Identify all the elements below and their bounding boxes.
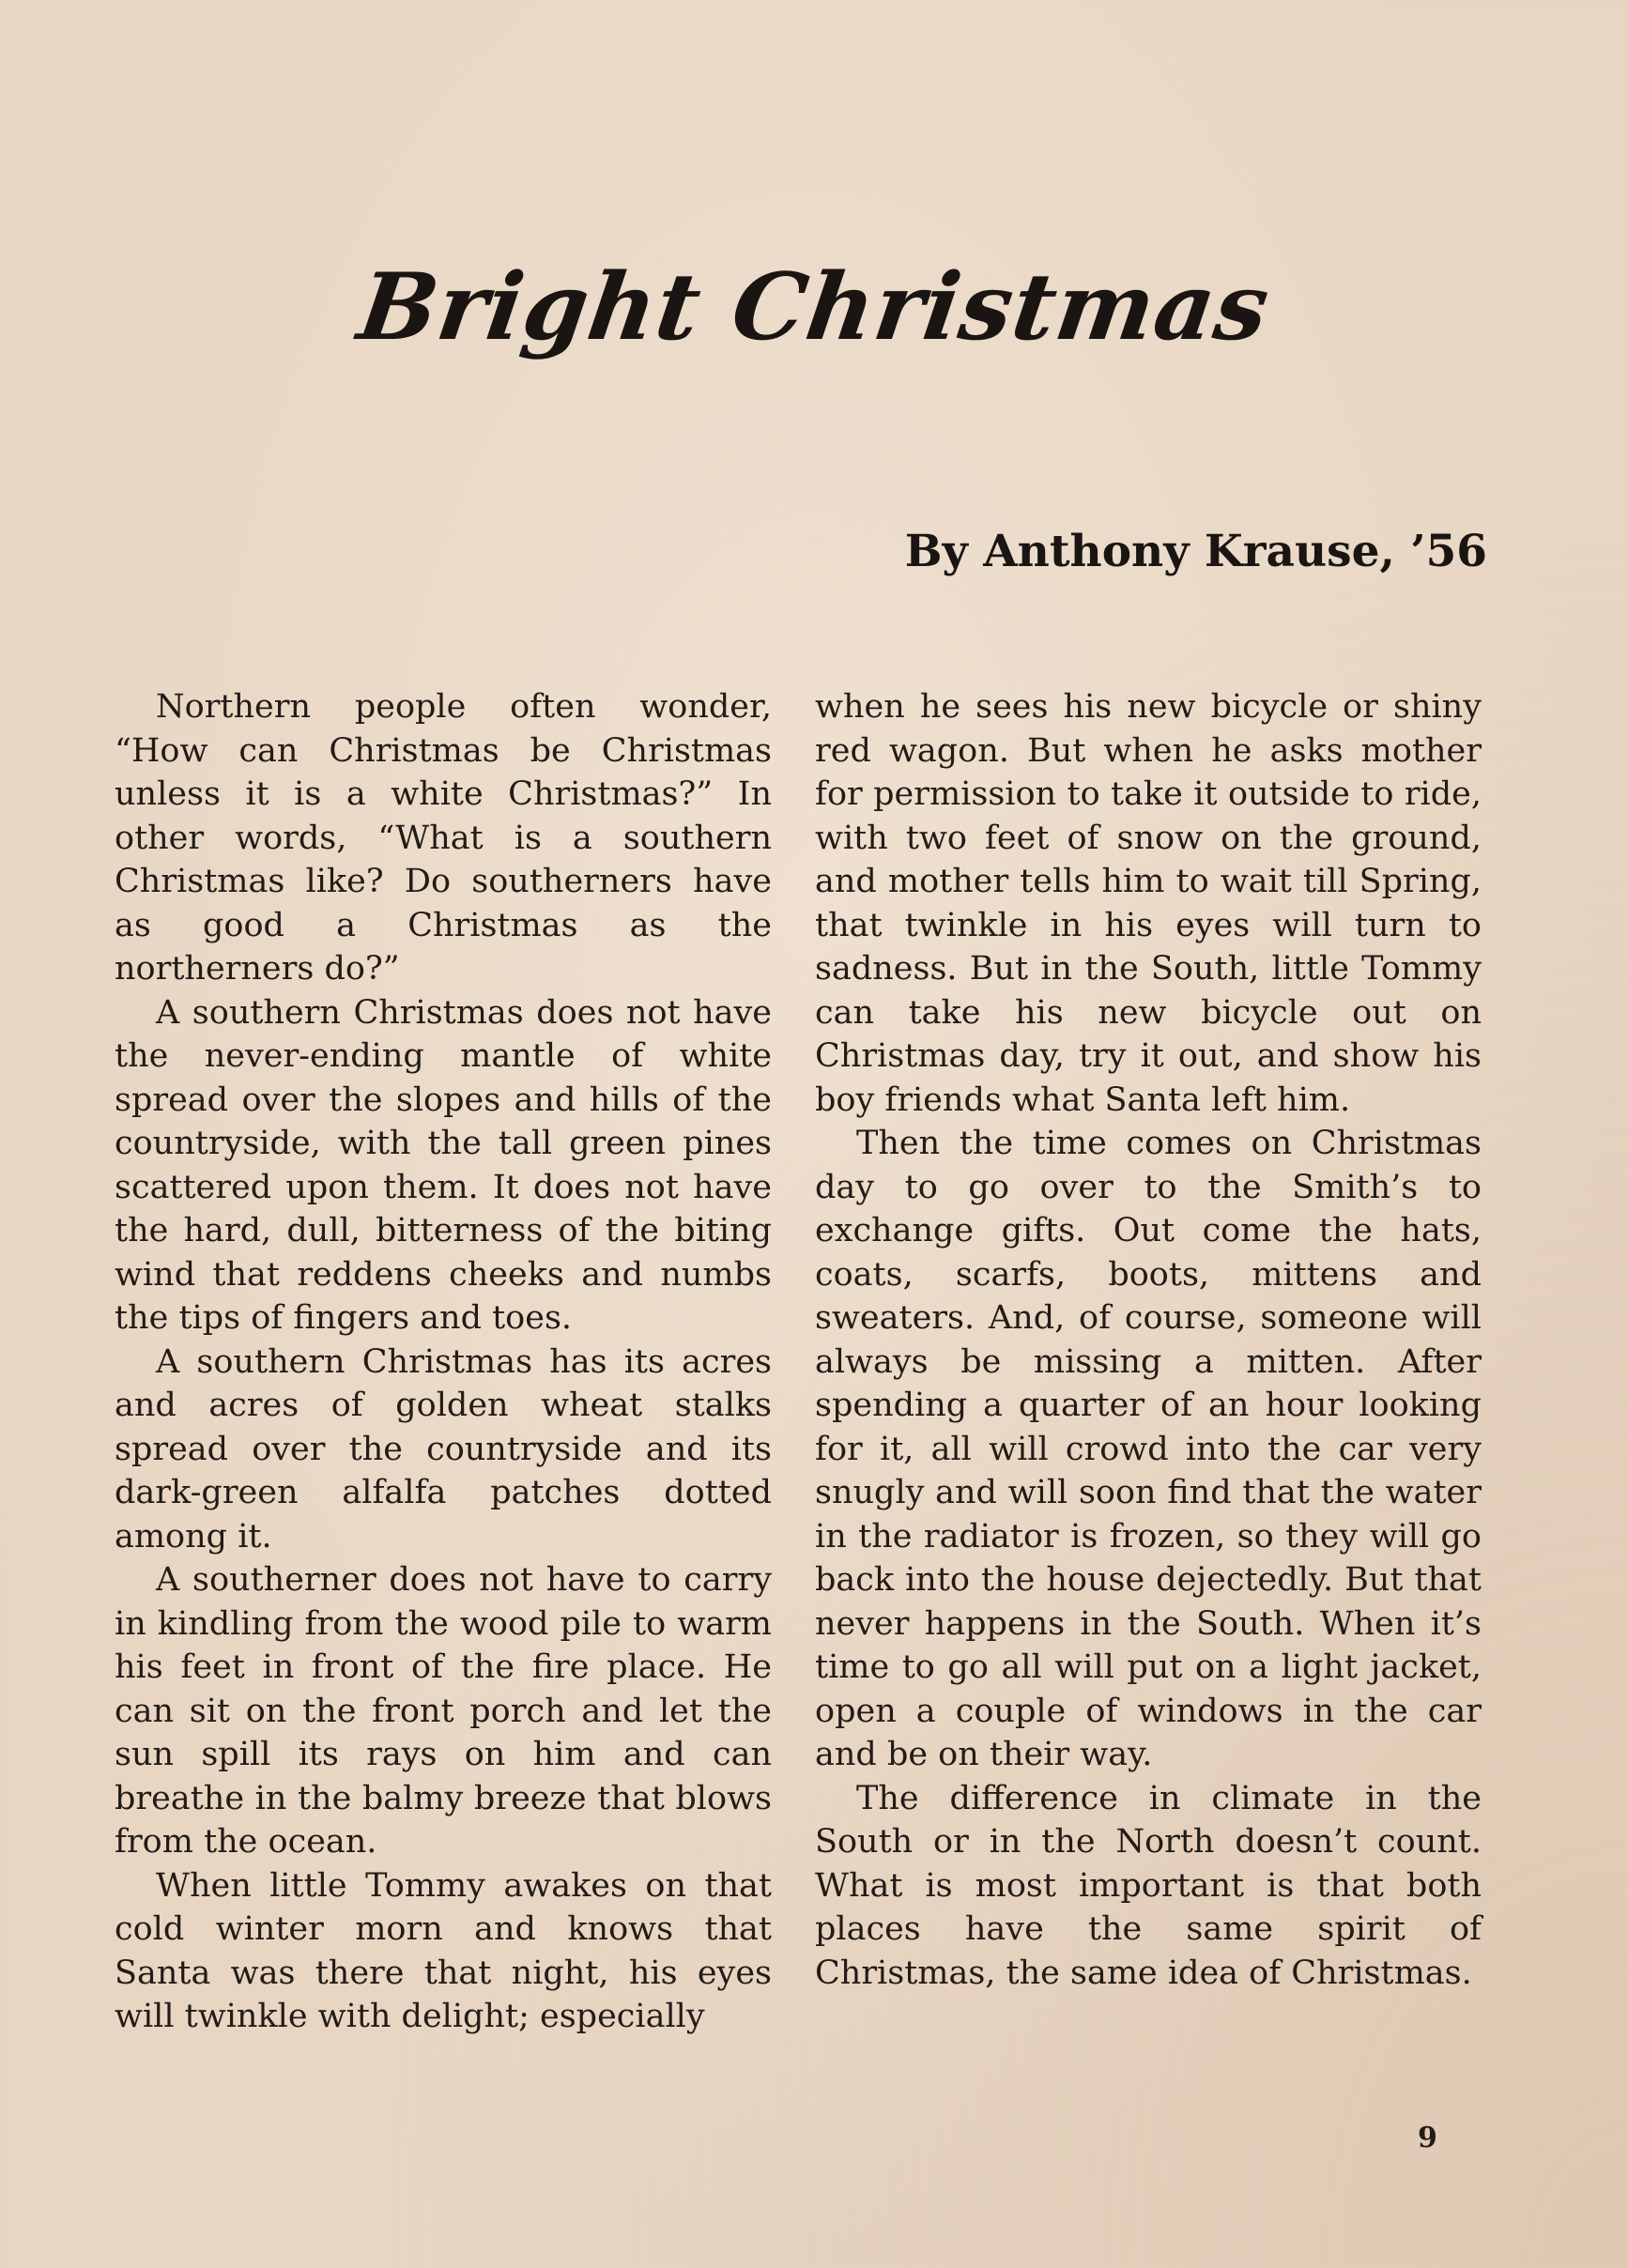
paragraph: The difference in climate in the South or in the North doesn’t count. What is most important is that both places have the same spirit of Christmas, the same idea of Christmas. (815, 1779, 1482, 1992)
paragraph: A southerner does not have to carry in kindling from the wood pile to warm his feet in front of the fire place. He can sit on the front porch and let the sun spill its rays on him and can breathe in the balmy breeze that blows from the ocean. (115, 1561, 772, 1861)
paragraph: A southern Christmas has its acres and acres of golden wheat stalks spread over the countryside and its dark-green alfalfa patches dotted among it. (115, 1342, 772, 1555)
article-title: Bright Christmas (352, 253, 1276, 361)
paragraph: A southern Christmas does not have the never-ending mantle of white spread over the slopes and hills of the countryside, with the tall green pines scattered upon them. It does not have the hard, dull, bitterness of the biting wind that reddens cheeks and numbs the tips of fingers and toes. (115, 993, 772, 1337)
left-column (115, 685, 772, 2039)
paragraph: When little Tommy awakes on that cold winter morn and knows that Santa was there that night, his eyes will twinkle with delight; especially (115, 1866, 772, 2035)
paragraph: Northern people often wonder, “How can Christmas be Christmas unless it is a white Christmas?” In other words, “What is a southern Christmas like? Do southerners have as good a Christmas as the northerners do?” (115, 688, 772, 988)
byline: By Anthony Krause, ’56 (904, 526, 1487, 577)
paragraph: Then the time comes on Christmas day to go over to the Smith’s to exchange gifts. Out come the hats, coats, scarfs, boots, mittens and sweaters. And, of course, someone will always be missing a mitten. After spending a quarter of an hour looking for it, all will crowd into the car very snugly and will soon find that the water in the radiator is frozen, so they will go back into the house dejectedly. But that never happens in the South. When it’s time to go all will put on a light jacket, open a couple of windows in the car and be on their way. (815, 1125, 1482, 1773)
paragraph: when he sees his new bicycle or shiny red wagon. But when he asks mother for permission to take it outside to ride, with two feet of snow on the ground, and mother tells him to wait till Spring, that twinkle in his eyes will turn to sadness. But in the South, little Tommy can take his new bicycle out on Christmas day, try it out, and show his boy friends what Santa left him. (815, 688, 1482, 1119)
page-number: 9 (1418, 2122, 1437, 2154)
right-column (815, 685, 1482, 1995)
